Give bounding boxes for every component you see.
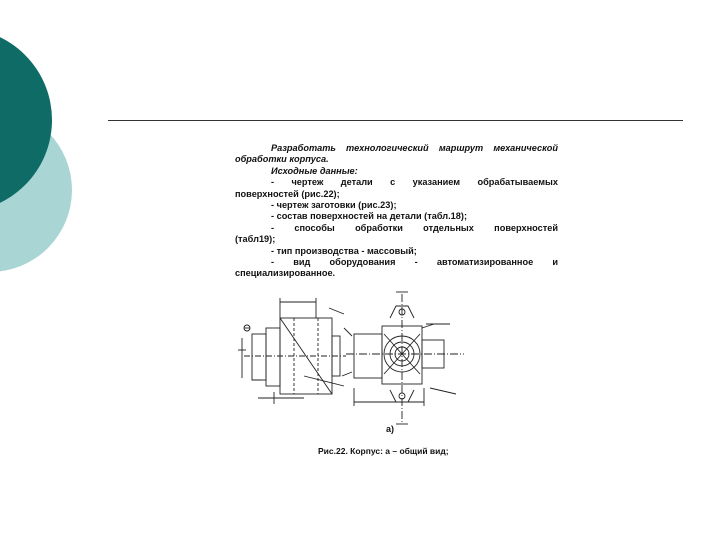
decorative-circles (0, 0, 120, 540)
task-text-block (235, 143, 558, 280)
task-line-1: Разработать технологический маршрут механической (271, 143, 558, 153)
item-6-line-2: специализированное. (235, 268, 336, 279)
item-3: - состав поверхностей на детали (табл.18); (271, 211, 468, 222)
light-teal-circle (0, 108, 72, 272)
item-5: - тип производства - массовый; (271, 245, 417, 256)
item-2: - чертеж заготовки (рис.23); (271, 200, 397, 211)
figure-caption: Рис.22. Корпус: а – общий вид; (318, 446, 449, 456)
housing-drawing (234, 288, 564, 428)
front-view (342, 292, 464, 424)
item-4-line-1: - способы обработки отдельных поверхностей (271, 222, 558, 233)
item-4-line-2: (табл19); (235, 234, 276, 245)
task-line-2: обработки корпуса. (235, 154, 329, 165)
item-1-line-1: - чертеж детали с указанием обрабатываемых (271, 177, 558, 188)
figure-sublabel: а) (386, 424, 395, 434)
item-1-line-2: поверхностей (рис.22); (235, 188, 340, 199)
horizontal-rule (108, 120, 683, 121)
side-view (238, 298, 346, 404)
input-heading: Исходные данные: (271, 165, 358, 176)
dark-teal-circle (0, 28, 52, 212)
item-6-line-1: - вид оборудования - автоматизированное и (271, 257, 558, 268)
